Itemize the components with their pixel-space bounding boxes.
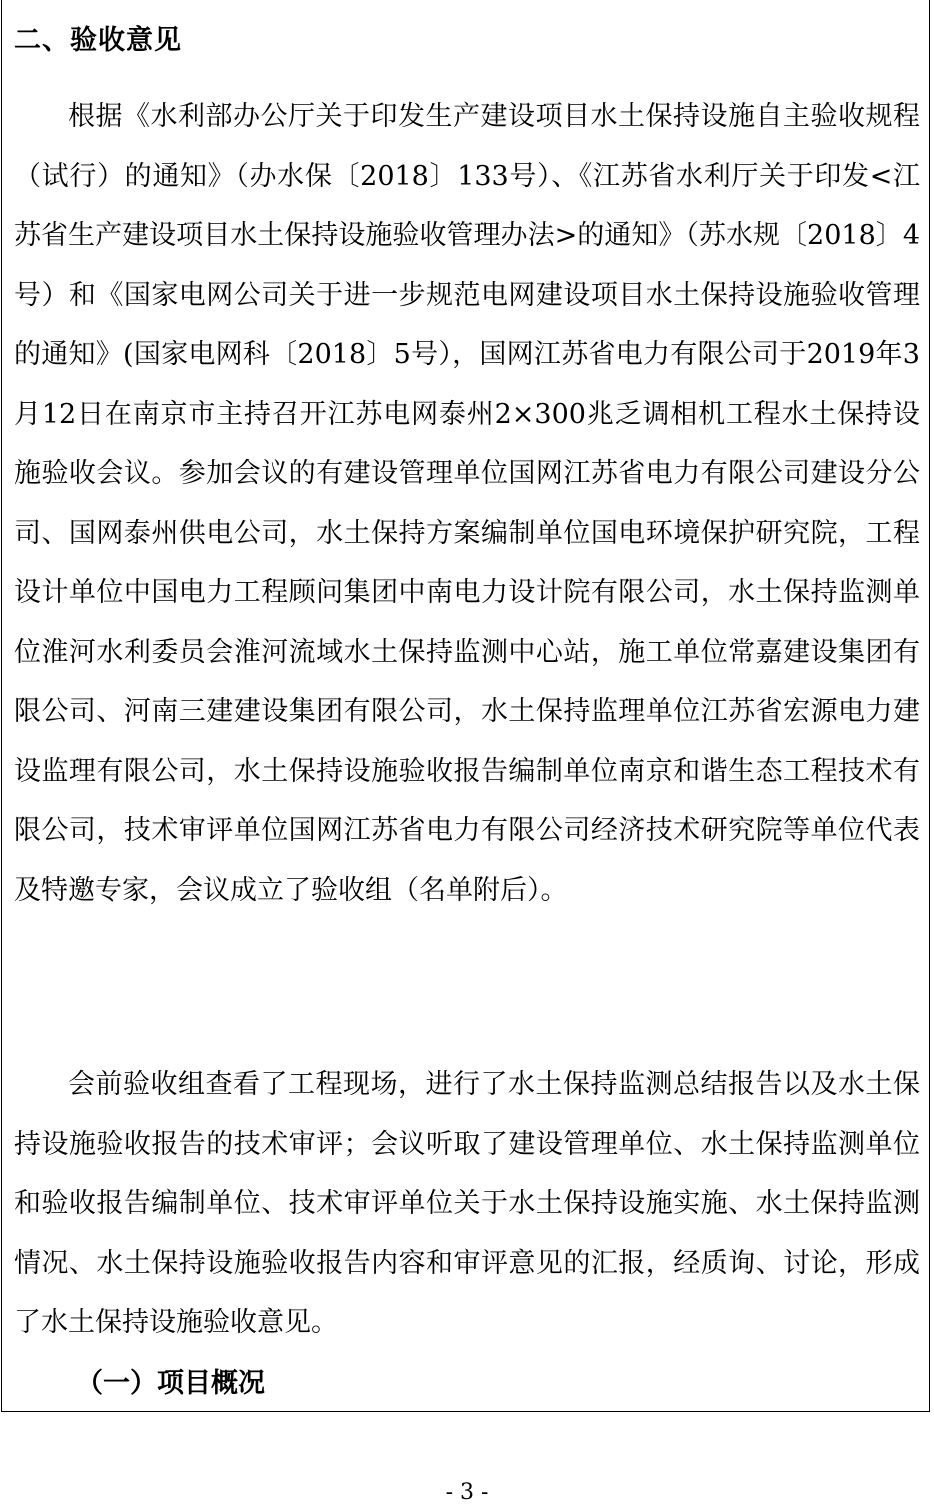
paragraph-acceptance-basis: 根据《水利部办公厅关于印发生产建设项目水土保持设施自主验收规程（试行）的通知》（办水保〔2018〕133号）、《江苏省水利厅关于印发<江苏省生产建设项目水土保持设施验收管理办法>的通知》（苏水规〔2018〕4号）和《国家电网公司关于进一步规范电网建设项目水土保持设施验收管理的通知》(国家电网科〔2018〕5号），国网江苏省电力有限公司于2019年3月12日在南京市主持召开江苏电网泰州2×300兆乏调相机工程水土保持设施验收会议。参加会议的有建设管理单位国网江苏省电力有限公司建设分公司、国网泰州供电公司，水土保持方案编制单位国电环境保护研究院，工程设计单位中国电力工程顾问集团中南电力设计院有限公司，水土保持监测单位淮河水利委员会淮河流域水土保持监测中心站，施工单位常嘉建设集团有限公司、河南三建建设集团有限公司，水土保持监理单位江苏省宏源电力建设监理有限公司，水土保持设施验收报告编制单位南京和谐生态工程技术有限公司，技术审评单位国网江苏省电力有限公司经济技术研究院等单位代表及特邀专家，会议成立了验收组（名单附后）。	[14, 101, 920, 906]
page-number: - 3 -	[445, 1480, 489, 1505]
section-heading: 二、验收意见	[14, 25, 182, 56]
paragraph-meeting-process: 会前验收组查看了工程现场，进行了水土保持监测总结报告以及水土保持设施验收报告的技术审评；会议听取了建设管理单位、水土保持监测单位和验收报告编制单位、技术审评单位关于水土保持设施实施、水土保持监测情况、水土保持设施验收报告内容和审评意见的汇报，经质询、讨论，形成了水土保持设施验收意见。	[14, 1069, 920, 1338]
subsection-heading: （一）项目概况	[76, 1368, 265, 1399]
